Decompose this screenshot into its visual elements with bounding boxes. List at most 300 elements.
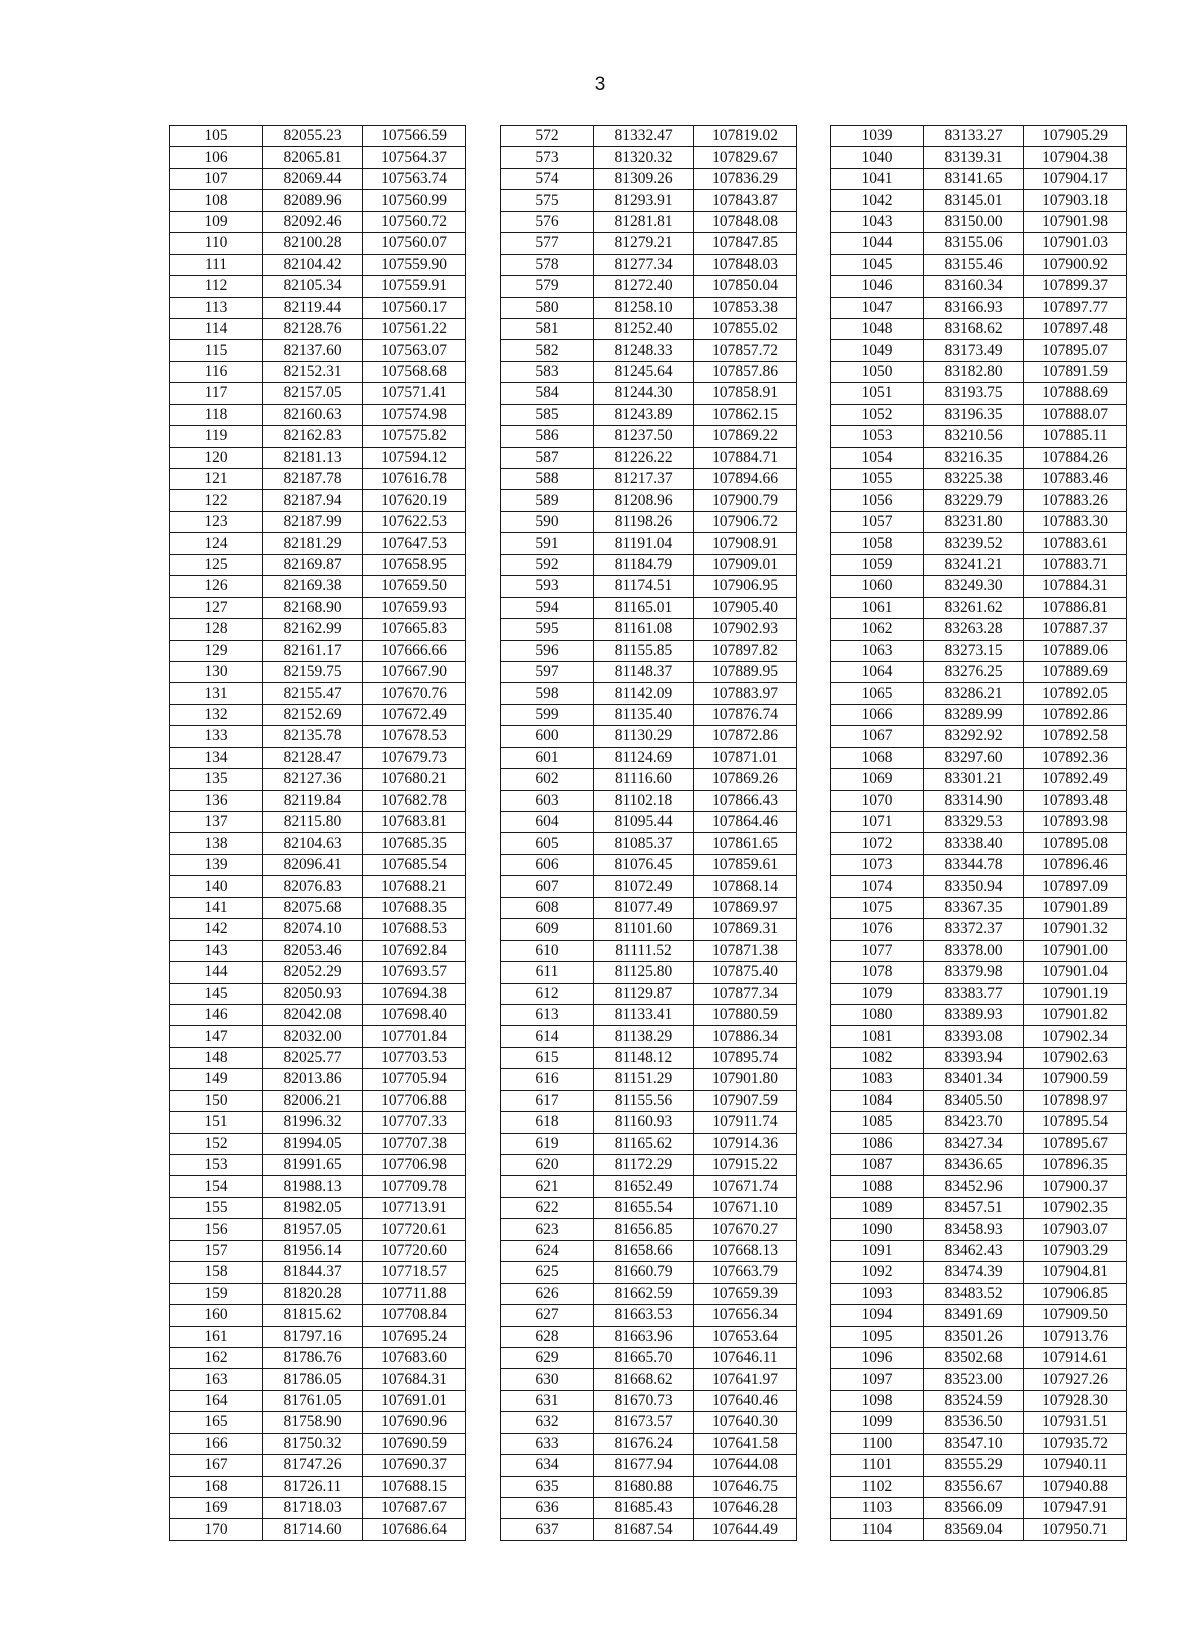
y-coordinate-cell: 107560.17 bbox=[363, 297, 466, 318]
table-row bbox=[501, 276, 797, 297]
table-row bbox=[170, 704, 466, 725]
table-row bbox=[501, 1047, 797, 1068]
table-row bbox=[501, 833, 797, 854]
y-coordinate-cell: 107897.77 bbox=[1024, 297, 1127, 318]
y-coordinate-cell: 107897.09 bbox=[1024, 876, 1127, 897]
point-number-cell: 601 bbox=[501, 747, 594, 768]
point-number-cell: 1098 bbox=[831, 1390, 924, 1411]
point-number-cell: 1062 bbox=[831, 619, 924, 640]
point-number-cell: 598 bbox=[501, 683, 594, 704]
y-coordinate-cell: 107568.68 bbox=[363, 361, 466, 382]
table-row bbox=[831, 276, 1127, 297]
point-number-cell: 1101 bbox=[831, 1455, 924, 1476]
table-row bbox=[501, 126, 797, 147]
point-number-cell: 608 bbox=[501, 897, 594, 918]
y-coordinate-cell: 107561.22 bbox=[363, 318, 466, 339]
x-coordinate-cell: 82025.77 bbox=[263, 1047, 363, 1068]
table-row bbox=[501, 511, 797, 532]
table-row bbox=[831, 340, 1127, 361]
y-coordinate-cell: 107641.58 bbox=[694, 1433, 797, 1454]
point-number-cell: 617 bbox=[501, 1090, 594, 1111]
point-number-cell: 1077 bbox=[831, 940, 924, 961]
point-number-cell: 130 bbox=[170, 661, 263, 682]
x-coordinate-cell: 83168.62 bbox=[924, 318, 1024, 339]
x-coordinate-cell: 81982.05 bbox=[263, 1197, 363, 1218]
table-row bbox=[501, 1090, 797, 1111]
coordinates-table-1 bbox=[169, 125, 466, 1541]
point-number-cell: 117 bbox=[170, 383, 263, 404]
table-row bbox=[170, 1069, 466, 1090]
point-number-cell: 1103 bbox=[831, 1498, 924, 1519]
x-coordinate-cell: 81208.96 bbox=[594, 490, 694, 511]
y-coordinate-cell: 107868.14 bbox=[694, 876, 797, 897]
y-coordinate-cell: 107883.46 bbox=[1024, 469, 1127, 490]
point-number-cell: 1061 bbox=[831, 597, 924, 618]
x-coordinate-cell: 81252.40 bbox=[594, 318, 694, 339]
x-coordinate-cell: 83491.69 bbox=[924, 1305, 1024, 1326]
y-coordinate-cell: 107908.91 bbox=[694, 533, 797, 554]
y-coordinate-cell: 107706.98 bbox=[363, 1155, 466, 1176]
point-number-cell: 589 bbox=[501, 490, 594, 511]
table-row bbox=[501, 318, 797, 339]
point-number-cell: 1096 bbox=[831, 1347, 924, 1368]
point-number-cell: 127 bbox=[170, 597, 263, 618]
y-coordinate-cell: 107885.11 bbox=[1024, 426, 1127, 447]
point-number-cell: 165 bbox=[170, 1412, 263, 1433]
y-coordinate-cell: 107571.41 bbox=[363, 383, 466, 404]
coordinates-table-3 bbox=[830, 125, 1127, 1541]
table-row bbox=[501, 147, 797, 168]
x-coordinate-cell: 83241.21 bbox=[924, 554, 1024, 575]
x-coordinate-cell: 83133.27 bbox=[924, 126, 1024, 147]
table-row bbox=[831, 1176, 1127, 1197]
x-coordinate-cell: 81714.60 bbox=[263, 1519, 363, 1540]
point-number-cell: 595 bbox=[501, 619, 594, 640]
y-coordinate-cell: 107855.02 bbox=[694, 318, 797, 339]
table-row bbox=[501, 1133, 797, 1154]
point-number-cell: 1102 bbox=[831, 1476, 924, 1497]
point-number-cell: 600 bbox=[501, 726, 594, 747]
point-number-cell: 1082 bbox=[831, 1047, 924, 1068]
x-coordinate-cell: 81680.88 bbox=[594, 1476, 694, 1497]
x-coordinate-cell: 82075.68 bbox=[263, 897, 363, 918]
table-row bbox=[501, 919, 797, 940]
x-coordinate-cell: 82053.46 bbox=[263, 940, 363, 961]
y-coordinate-cell: 107901.03 bbox=[1024, 233, 1127, 254]
x-coordinate-cell: 81665.70 bbox=[594, 1347, 694, 1368]
y-coordinate-cell: 107684.31 bbox=[363, 1369, 466, 1390]
x-coordinate-cell: 83229.79 bbox=[924, 490, 1024, 511]
point-number-cell: 134 bbox=[170, 747, 263, 768]
table-row bbox=[831, 533, 1127, 554]
point-number-cell: 587 bbox=[501, 447, 594, 468]
x-coordinate-cell: 81258.10 bbox=[594, 297, 694, 318]
x-coordinate-cell: 82100.28 bbox=[263, 233, 363, 254]
point-number-cell: 1072 bbox=[831, 833, 924, 854]
point-number-cell: 622 bbox=[501, 1197, 594, 1218]
y-coordinate-cell: 107707.33 bbox=[363, 1112, 466, 1133]
x-coordinate-cell: 82052.29 bbox=[263, 962, 363, 983]
point-number-cell: 108 bbox=[170, 190, 263, 211]
table-row bbox=[170, 126, 466, 147]
x-coordinate-cell: 81747.26 bbox=[263, 1455, 363, 1476]
x-coordinate-cell: 81663.53 bbox=[594, 1305, 694, 1326]
x-coordinate-cell: 83338.40 bbox=[924, 833, 1024, 854]
y-coordinate-cell: 107914.61 bbox=[1024, 1347, 1127, 1368]
y-coordinate-cell: 107566.59 bbox=[363, 126, 466, 147]
y-coordinate-cell: 107644.08 bbox=[694, 1455, 797, 1476]
x-coordinate-cell: 83196.35 bbox=[924, 404, 1024, 425]
y-coordinate-cell: 107564.37 bbox=[363, 147, 466, 168]
y-coordinate-cell: 107616.78 bbox=[363, 469, 466, 490]
x-coordinate-cell: 81184.79 bbox=[594, 554, 694, 575]
y-coordinate-cell: 107640.30 bbox=[694, 1412, 797, 1433]
y-coordinate-cell: 107905.40 bbox=[694, 597, 797, 618]
point-number-cell: 1071 bbox=[831, 812, 924, 833]
table-row bbox=[170, 211, 466, 232]
point-number-cell: 607 bbox=[501, 876, 594, 897]
point-number-cell: 1058 bbox=[831, 533, 924, 554]
x-coordinate-cell: 82128.76 bbox=[263, 318, 363, 339]
table-row bbox=[831, 447, 1127, 468]
point-number-cell: 612 bbox=[501, 983, 594, 1004]
table-row bbox=[831, 147, 1127, 168]
x-coordinate-cell: 81174.51 bbox=[594, 576, 694, 597]
x-coordinate-cell: 81244.30 bbox=[594, 383, 694, 404]
point-number-cell: 632 bbox=[501, 1412, 594, 1433]
table-row bbox=[170, 790, 466, 811]
y-coordinate-cell: 107679.73 bbox=[363, 747, 466, 768]
x-coordinate-cell: 81758.90 bbox=[263, 1412, 363, 1433]
x-coordinate-cell: 81685.43 bbox=[594, 1498, 694, 1519]
y-coordinate-cell: 107896.35 bbox=[1024, 1155, 1127, 1176]
x-coordinate-cell: 83457.51 bbox=[924, 1197, 1024, 1218]
x-coordinate-cell: 81165.62 bbox=[594, 1133, 694, 1154]
table-row bbox=[170, 383, 466, 404]
point-number-cell: 575 bbox=[501, 190, 594, 211]
point-number-cell: 606 bbox=[501, 854, 594, 875]
table-row bbox=[170, 919, 466, 940]
table-row bbox=[170, 1240, 466, 1261]
table-row bbox=[170, 276, 466, 297]
y-coordinate-cell: 107947.91 bbox=[1024, 1498, 1127, 1519]
table-row bbox=[170, 962, 466, 983]
table-row bbox=[501, 769, 797, 790]
x-coordinate-cell: 83145.01 bbox=[924, 190, 1024, 211]
point-number-cell: 168 bbox=[170, 1476, 263, 1497]
x-coordinate-cell: 81670.73 bbox=[594, 1390, 694, 1411]
point-number-cell: 630 bbox=[501, 1369, 594, 1390]
x-coordinate-cell: 81658.66 bbox=[594, 1240, 694, 1261]
y-coordinate-cell: 107690.59 bbox=[363, 1433, 466, 1454]
point-number-cell: 1094 bbox=[831, 1305, 924, 1326]
x-coordinate-cell: 81668.62 bbox=[594, 1369, 694, 1390]
table-row bbox=[831, 383, 1127, 404]
table-row bbox=[170, 940, 466, 961]
point-number-cell: 635 bbox=[501, 1476, 594, 1497]
table-row bbox=[501, 340, 797, 361]
table-row bbox=[170, 726, 466, 747]
x-coordinate-cell: 83261.62 bbox=[924, 597, 1024, 618]
y-coordinate-cell: 107665.83 bbox=[363, 619, 466, 640]
table-row bbox=[501, 404, 797, 425]
y-coordinate-cell: 107688.15 bbox=[363, 1476, 466, 1497]
y-coordinate-cell: 107906.72 bbox=[694, 511, 797, 532]
point-number-cell: 1052 bbox=[831, 404, 924, 425]
point-number-cell: 1053 bbox=[831, 426, 924, 447]
table-row bbox=[170, 168, 466, 189]
y-coordinate-cell: 107899.37 bbox=[1024, 276, 1127, 297]
table-row bbox=[170, 1026, 466, 1047]
table-row bbox=[501, 897, 797, 918]
point-number-cell: 1055 bbox=[831, 469, 924, 490]
table-row bbox=[501, 1412, 797, 1433]
x-coordinate-cell: 83555.29 bbox=[924, 1455, 1024, 1476]
x-coordinate-cell: 82160.63 bbox=[263, 404, 363, 425]
x-coordinate-cell: 81172.29 bbox=[594, 1155, 694, 1176]
table-row bbox=[501, 1197, 797, 1218]
x-coordinate-cell: 81116.60 bbox=[594, 769, 694, 790]
table-row bbox=[831, 1240, 1127, 1261]
y-coordinate-cell: 107687.67 bbox=[363, 1498, 466, 1519]
y-coordinate-cell: 107900.92 bbox=[1024, 254, 1127, 275]
x-coordinate-cell: 81279.21 bbox=[594, 233, 694, 254]
table-row bbox=[831, 1090, 1127, 1111]
table-row bbox=[170, 983, 466, 1004]
x-coordinate-cell: 82162.83 bbox=[263, 426, 363, 447]
x-coordinate-cell: 81994.05 bbox=[263, 1133, 363, 1154]
point-number-cell: 1044 bbox=[831, 233, 924, 254]
y-coordinate-cell: 107694.38 bbox=[363, 983, 466, 1004]
point-number-cell: 596 bbox=[501, 640, 594, 661]
point-number-cell: 1041 bbox=[831, 168, 924, 189]
point-number-cell: 624 bbox=[501, 1240, 594, 1261]
table-row bbox=[501, 854, 797, 875]
table-row bbox=[831, 854, 1127, 875]
table-row bbox=[831, 1004, 1127, 1025]
y-coordinate-cell: 107911.74 bbox=[694, 1112, 797, 1133]
point-number-cell: 170 bbox=[170, 1519, 263, 1540]
table-row bbox=[501, 876, 797, 897]
point-number-cell: 1091 bbox=[831, 1240, 924, 1261]
y-coordinate-cell: 107646.75 bbox=[694, 1476, 797, 1497]
x-coordinate-cell: 83329.53 bbox=[924, 812, 1024, 833]
y-coordinate-cell: 107680.21 bbox=[363, 769, 466, 790]
table-row bbox=[170, 1283, 466, 1304]
point-number-cell: 128 bbox=[170, 619, 263, 640]
table-row bbox=[170, 812, 466, 833]
x-coordinate-cell: 83427.34 bbox=[924, 1133, 1024, 1154]
y-coordinate-cell: 107850.04 bbox=[694, 276, 797, 297]
table-row bbox=[501, 190, 797, 211]
point-number-cell: 113 bbox=[170, 297, 263, 318]
table-row bbox=[501, 447, 797, 468]
y-coordinate-cell: 107927.26 bbox=[1024, 1369, 1127, 1390]
y-coordinate-cell: 107888.69 bbox=[1024, 383, 1127, 404]
table-row bbox=[831, 726, 1127, 747]
point-number-cell: 1092 bbox=[831, 1262, 924, 1283]
y-coordinate-cell: 107646.11 bbox=[694, 1347, 797, 1368]
x-coordinate-cell: 83566.09 bbox=[924, 1498, 1024, 1519]
point-number-cell: 1060 bbox=[831, 576, 924, 597]
table-row bbox=[501, 661, 797, 682]
point-number-cell: 1048 bbox=[831, 318, 924, 339]
table-row bbox=[831, 1305, 1127, 1326]
point-number-cell: 1100 bbox=[831, 1433, 924, 1454]
point-number-cell: 1073 bbox=[831, 854, 924, 875]
table-row bbox=[170, 1305, 466, 1326]
table-row bbox=[501, 940, 797, 961]
point-number-cell: 1079 bbox=[831, 983, 924, 1004]
point-number-cell: 1099 bbox=[831, 1412, 924, 1433]
point-number-cell: 133 bbox=[170, 726, 263, 747]
y-coordinate-cell: 107692.84 bbox=[363, 940, 466, 961]
table-row bbox=[501, 704, 797, 725]
point-number-cell: 151 bbox=[170, 1112, 263, 1133]
y-coordinate-cell: 107706.88 bbox=[363, 1090, 466, 1111]
x-coordinate-cell: 81820.28 bbox=[263, 1283, 363, 1304]
point-number-cell: 615 bbox=[501, 1047, 594, 1068]
point-number-cell: 1039 bbox=[831, 126, 924, 147]
point-number-cell: 1066 bbox=[831, 704, 924, 725]
point-number-cell: 620 bbox=[501, 1155, 594, 1176]
table-row bbox=[831, 619, 1127, 640]
point-number-cell: 637 bbox=[501, 1519, 594, 1540]
x-coordinate-cell: 83155.46 bbox=[924, 254, 1024, 275]
table-row bbox=[170, 1262, 466, 1283]
y-coordinate-cell: 107901.82 bbox=[1024, 1004, 1127, 1025]
point-number-cell: 1085 bbox=[831, 1112, 924, 1133]
point-number-cell: 140 bbox=[170, 876, 263, 897]
point-number-cell: 152 bbox=[170, 1133, 263, 1154]
y-coordinate-cell: 107906.85 bbox=[1024, 1283, 1127, 1304]
table-row bbox=[831, 1219, 1127, 1240]
point-number-cell: 148 bbox=[170, 1047, 263, 1068]
x-coordinate-cell: 82013.86 bbox=[263, 1069, 363, 1090]
x-coordinate-cell: 81072.49 bbox=[594, 876, 694, 897]
x-coordinate-cell: 81991.65 bbox=[263, 1155, 363, 1176]
point-number-cell: 572 bbox=[501, 126, 594, 147]
y-coordinate-cell: 107905.29 bbox=[1024, 126, 1127, 147]
y-coordinate-cell: 107883.71 bbox=[1024, 554, 1127, 575]
point-number-cell: 150 bbox=[170, 1090, 263, 1111]
y-coordinate-cell: 107575.82 bbox=[363, 426, 466, 447]
table-row bbox=[501, 1305, 797, 1326]
x-coordinate-cell: 83289.99 bbox=[924, 704, 1024, 725]
x-coordinate-cell: 83301.21 bbox=[924, 769, 1024, 790]
y-coordinate-cell: 107900.59 bbox=[1024, 1069, 1127, 1090]
table-row bbox=[501, 1369, 797, 1390]
x-coordinate-cell: 82181.13 bbox=[263, 447, 363, 468]
table-row bbox=[170, 190, 466, 211]
point-number-cell: 139 bbox=[170, 854, 263, 875]
table-row bbox=[501, 1069, 797, 1090]
table-row bbox=[831, 404, 1127, 425]
y-coordinate-cell: 107560.99 bbox=[363, 190, 466, 211]
point-number-cell: 614 bbox=[501, 1026, 594, 1047]
y-coordinate-cell: 107909.50 bbox=[1024, 1305, 1127, 1326]
table-row bbox=[501, 1240, 797, 1261]
point-number-cell: 576 bbox=[501, 211, 594, 232]
point-number-cell: 578 bbox=[501, 254, 594, 275]
table-row bbox=[170, 233, 466, 254]
y-coordinate-cell: 107574.98 bbox=[363, 404, 466, 425]
x-coordinate-cell: 83297.60 bbox=[924, 747, 1024, 768]
y-coordinate-cell: 107848.08 bbox=[694, 211, 797, 232]
table-row bbox=[501, 383, 797, 404]
table-row bbox=[831, 1369, 1127, 1390]
y-coordinate-cell: 107901.04 bbox=[1024, 962, 1127, 983]
x-coordinate-cell: 81076.45 bbox=[594, 854, 694, 875]
y-coordinate-cell: 107683.81 bbox=[363, 812, 466, 833]
x-coordinate-cell: 82104.63 bbox=[263, 833, 363, 854]
x-coordinate-cell: 83273.15 bbox=[924, 640, 1024, 661]
x-coordinate-cell: 81332.47 bbox=[594, 126, 694, 147]
x-coordinate-cell: 81761.05 bbox=[263, 1390, 363, 1411]
x-coordinate-cell: 81996.32 bbox=[263, 1112, 363, 1133]
point-number-cell: 609 bbox=[501, 919, 594, 940]
point-number-cell: 592 bbox=[501, 554, 594, 575]
x-coordinate-cell: 83524.59 bbox=[924, 1390, 1024, 1411]
y-coordinate-cell: 107688.21 bbox=[363, 876, 466, 897]
point-number-cell: 110 bbox=[170, 233, 263, 254]
point-number-cell: 125 bbox=[170, 554, 263, 575]
y-coordinate-cell: 107559.90 bbox=[363, 254, 466, 275]
x-coordinate-cell: 83452.96 bbox=[924, 1176, 1024, 1197]
y-coordinate-cell: 107659.39 bbox=[694, 1283, 797, 1304]
point-number-cell: 1075 bbox=[831, 897, 924, 918]
y-coordinate-cell: 107668.13 bbox=[694, 1240, 797, 1261]
y-coordinate-cell: 107900.37 bbox=[1024, 1176, 1127, 1197]
point-number-cell: 1086 bbox=[831, 1133, 924, 1154]
x-coordinate-cell: 82157.05 bbox=[263, 383, 363, 404]
x-coordinate-cell: 81161.08 bbox=[594, 619, 694, 640]
y-coordinate-cell: 107877.34 bbox=[694, 983, 797, 1004]
point-number-cell: 1080 bbox=[831, 1004, 924, 1025]
point-number-cell: 157 bbox=[170, 1240, 263, 1261]
point-number-cell: 1089 bbox=[831, 1197, 924, 1218]
point-number-cell: 116 bbox=[170, 361, 263, 382]
point-number-cell: 636 bbox=[501, 1498, 594, 1519]
x-coordinate-cell: 81124.69 bbox=[594, 747, 694, 768]
x-coordinate-cell: 81309.26 bbox=[594, 168, 694, 189]
y-coordinate-cell: 107893.48 bbox=[1024, 790, 1127, 811]
table-row bbox=[501, 1155, 797, 1176]
table-row bbox=[170, 447, 466, 468]
x-coordinate-cell: 82187.94 bbox=[263, 490, 363, 511]
table-row bbox=[501, 1476, 797, 1497]
table-row bbox=[831, 254, 1127, 275]
table-row bbox=[831, 1519, 1127, 1540]
x-coordinate-cell: 82074.10 bbox=[263, 919, 363, 940]
table-row bbox=[170, 1047, 466, 1068]
point-number-cell: 138 bbox=[170, 833, 263, 854]
table-row bbox=[170, 1369, 466, 1390]
point-number-cell: 1070 bbox=[831, 790, 924, 811]
table-row bbox=[831, 812, 1127, 833]
table-row bbox=[501, 619, 797, 640]
y-coordinate-cell: 107887.37 bbox=[1024, 619, 1127, 640]
table-row bbox=[831, 919, 1127, 940]
y-coordinate-cell: 107709.78 bbox=[363, 1176, 466, 1197]
y-coordinate-cell: 107688.35 bbox=[363, 897, 466, 918]
y-coordinate-cell: 107889.95 bbox=[694, 661, 797, 682]
x-coordinate-cell: 82089.96 bbox=[263, 190, 363, 211]
x-coordinate-cell: 83458.93 bbox=[924, 1219, 1024, 1240]
x-coordinate-cell: 83523.00 bbox=[924, 1369, 1024, 1390]
x-coordinate-cell: 81797.16 bbox=[263, 1326, 363, 1347]
y-coordinate-cell: 107560.72 bbox=[363, 211, 466, 232]
